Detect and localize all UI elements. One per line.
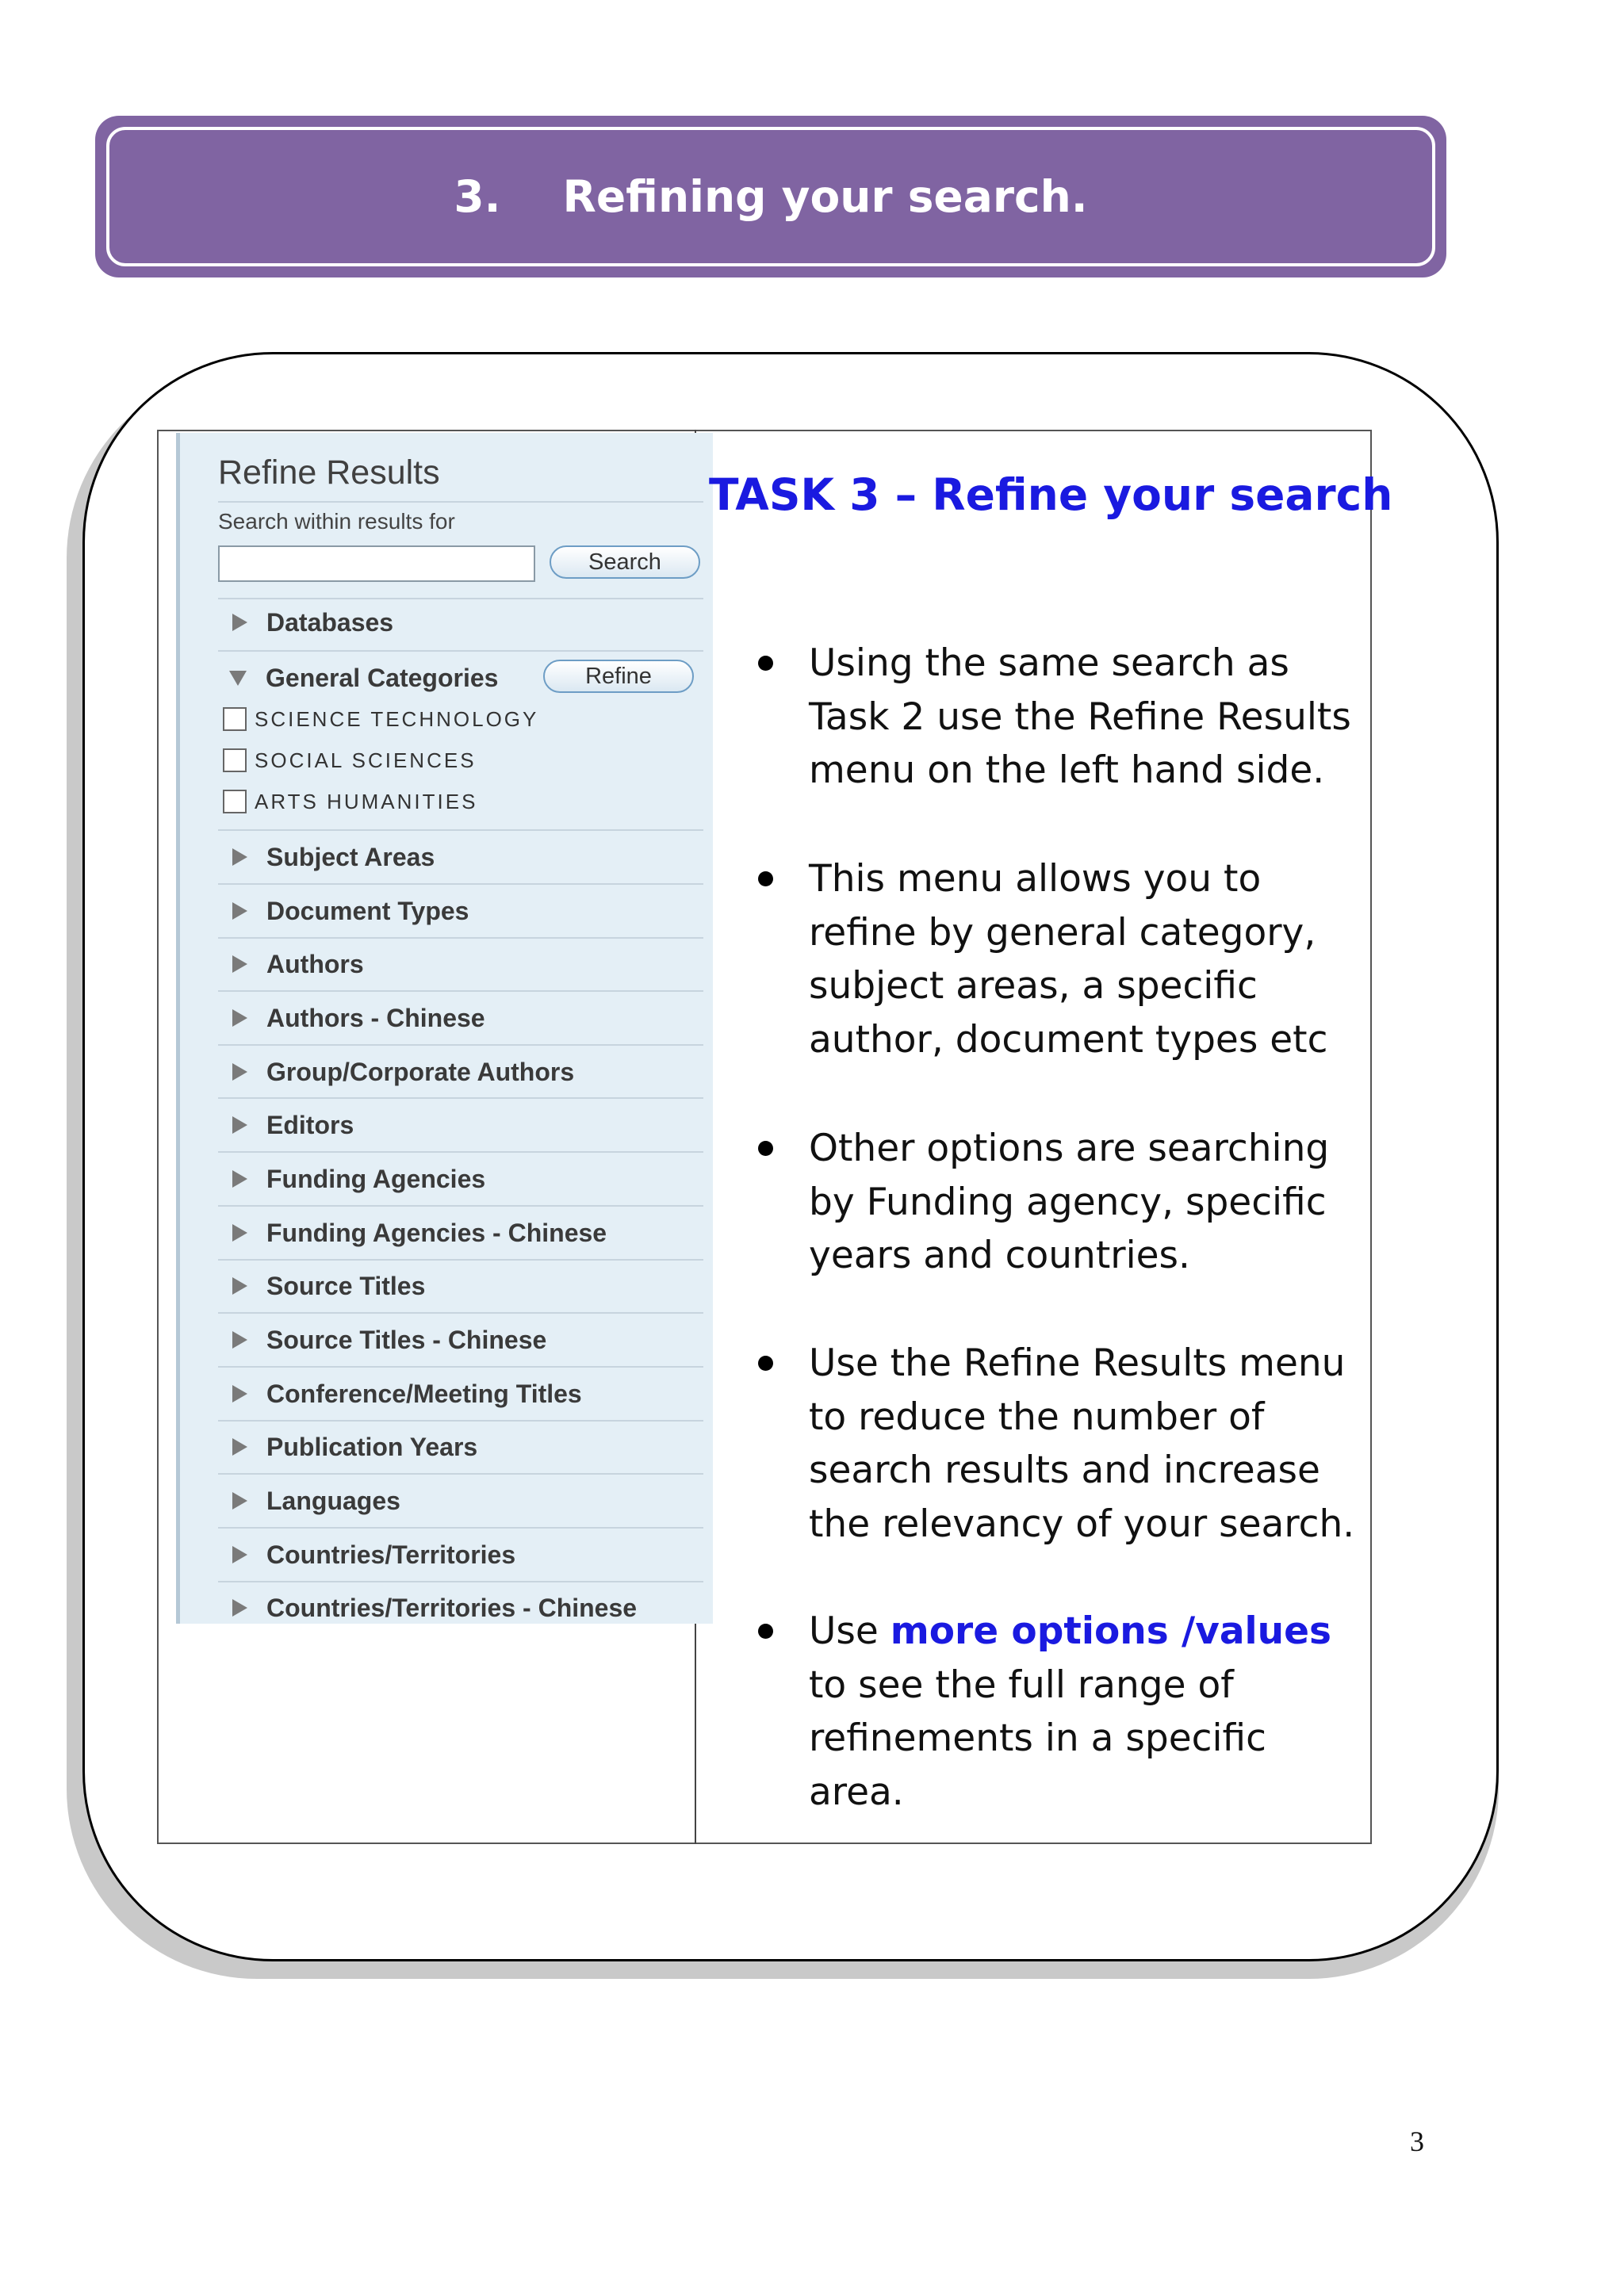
refine-results-title: Refine Results <box>218 453 440 492</box>
facet-label: Authors - Chinese <box>266 1003 485 1032</box>
search-within-label: Search within results for <box>218 509 455 534</box>
bullet-icon <box>758 871 773 886</box>
bullet-icon <box>758 1624 773 1639</box>
search-button[interactable]: Search <box>550 545 700 579</box>
facet-authors[interactable] <box>218 938 364 990</box>
expand-triangle-icon <box>232 614 247 631</box>
bullet-icon <box>758 656 773 671</box>
bullet-text: Using the same search as Task 2 use the Refine Results menu on the left hand side. <box>809 641 1351 792</box>
expand-triangle-icon <box>232 1170 247 1188</box>
facet-label: Document Types <box>266 896 469 925</box>
category-label: SOCIAL SCIENCES <box>255 748 477 772</box>
facet-subject-areas[interactable] <box>218 831 435 883</box>
search-within-input[interactable] <box>218 545 535 582</box>
expand-triangle-icon <box>232 1438 247 1456</box>
category-checkbox-arts-humanities[interactable] <box>223 783 477 820</box>
facet-document-types[interactable] <box>218 885 469 937</box>
facet-editors[interactable] <box>218 1099 354 1151</box>
bullet-suffix: to see the full range of refinements in a specific area. <box>809 1663 1266 1814</box>
facet-publication-years[interactable] <box>218 1421 477 1473</box>
category-checkbox-science-technology[interactable] <box>223 701 538 737</box>
bullet-text: Use the Refine Results menu to reduce the number of search results and increase the relevancy of your search. <box>809 1341 1355 1546</box>
facet-authors-chinese[interactable] <box>218 992 485 1044</box>
expand-triangle-icon <box>232 1063 247 1081</box>
expand-triangle-icon <box>232 1599 247 1617</box>
expand-triangle-icon <box>232 848 247 866</box>
facet-languages[interactable] <box>218 1475 400 1527</box>
category-checkbox-social-sciences[interactable] <box>223 742 477 779</box>
expand-triangle-icon <box>232 1546 247 1563</box>
facet-label: Publication Years <box>266 1432 478 1461</box>
facet-label: Group/Corporate Authors <box>266 1057 575 1086</box>
facet-conference-meeting-titles[interactable] <box>218 1368 582 1420</box>
expand-triangle-icon <box>232 1277 247 1295</box>
task-title: TASK 3 – Refine your search <box>709 469 1393 520</box>
expand-triangle-icon <box>232 1116 247 1134</box>
refine-results-panel <box>176 433 713 1624</box>
facet-label: Languages <box>266 1486 400 1515</box>
expand-triangle-icon <box>232 955 247 973</box>
more-options-values-link[interactable]: more options /values <box>890 1609 1331 1653</box>
checkbox[interactable] <box>223 707 247 731</box>
expand-triangle-icon <box>232 1331 247 1349</box>
page-number: 3 <box>1410 2126 1424 2157</box>
collapse-triangle-icon <box>229 671 247 686</box>
facet-databases[interactable] <box>218 596 393 649</box>
facet-label: Funding Agencies <box>266 1164 486 1193</box>
facet-label: Funding Agencies - Chinese <box>266 1218 607 1247</box>
section-title: Refining your search. <box>562 171 1088 222</box>
expand-triangle-icon <box>232 1385 247 1402</box>
facet-label: Subject Areas <box>266 842 435 871</box>
facet-countries-territories[interactable] <box>218 1529 515 1581</box>
section-header <box>106 127 1435 266</box>
expand-triangle-icon <box>232 902 247 920</box>
expand-triangle-icon <box>232 1492 247 1510</box>
facet-label: Countries/Territories - Chinese <box>266 1593 638 1622</box>
facet-label: Conference/Meeting Titles <box>266 1379 582 1408</box>
bullet-icon <box>758 1141 773 1156</box>
category-label: SCIENCE TECHNOLOGY <box>255 706 539 731</box>
facet-countries-territories-chinese[interactable] <box>218 1582 637 1634</box>
facet-label: Databases <box>266 607 394 637</box>
facet-source-titles-chinese[interactable] <box>218 1314 546 1366</box>
facet-source-titles[interactable] <box>218 1260 425 1312</box>
facet-label: Source Titles <box>266 1271 426 1300</box>
facet-group-corporate-authors[interactable] <box>218 1046 574 1098</box>
facet-label: General Categories <box>266 663 499 692</box>
bullet-text: This menu allows you to refine by general category, subject areas, a specific author, document types etc <box>809 857 1328 1062</box>
refine-button[interactable]: Refine <box>543 660 694 693</box>
checkbox[interactable] <box>223 790 247 813</box>
facet-label: Authors <box>266 949 364 978</box>
facet-general-categories[interactable] <box>218 652 498 704</box>
expand-triangle-icon <box>232 1009 247 1027</box>
bullet-text <box>809 1605 1364 1819</box>
category-label: ARTS HUMANITIES <box>255 789 478 813</box>
bullet-icon <box>758 1356 773 1371</box>
expand-triangle-icon <box>232 1224 247 1242</box>
facet-funding-agencies-chinese[interactable] <box>218 1207 607 1259</box>
facet-label: Countries/Territories <box>266 1540 516 1569</box>
facet-label: Editors <box>266 1110 354 1139</box>
facet-funding-agencies[interactable] <box>218 1153 485 1205</box>
bullet-prefix: Use <box>809 1609 891 1653</box>
checkbox[interactable] <box>223 748 247 772</box>
section-number: 3. <box>454 171 501 222</box>
bullet-text: Other options are searching by Funding agency, specific years and countries. <box>809 1127 1330 1277</box>
facet-label: Source Titles - Chinese <box>266 1325 547 1354</box>
section-header-banner <box>95 116 1446 277</box>
divider <box>218 501 703 503</box>
